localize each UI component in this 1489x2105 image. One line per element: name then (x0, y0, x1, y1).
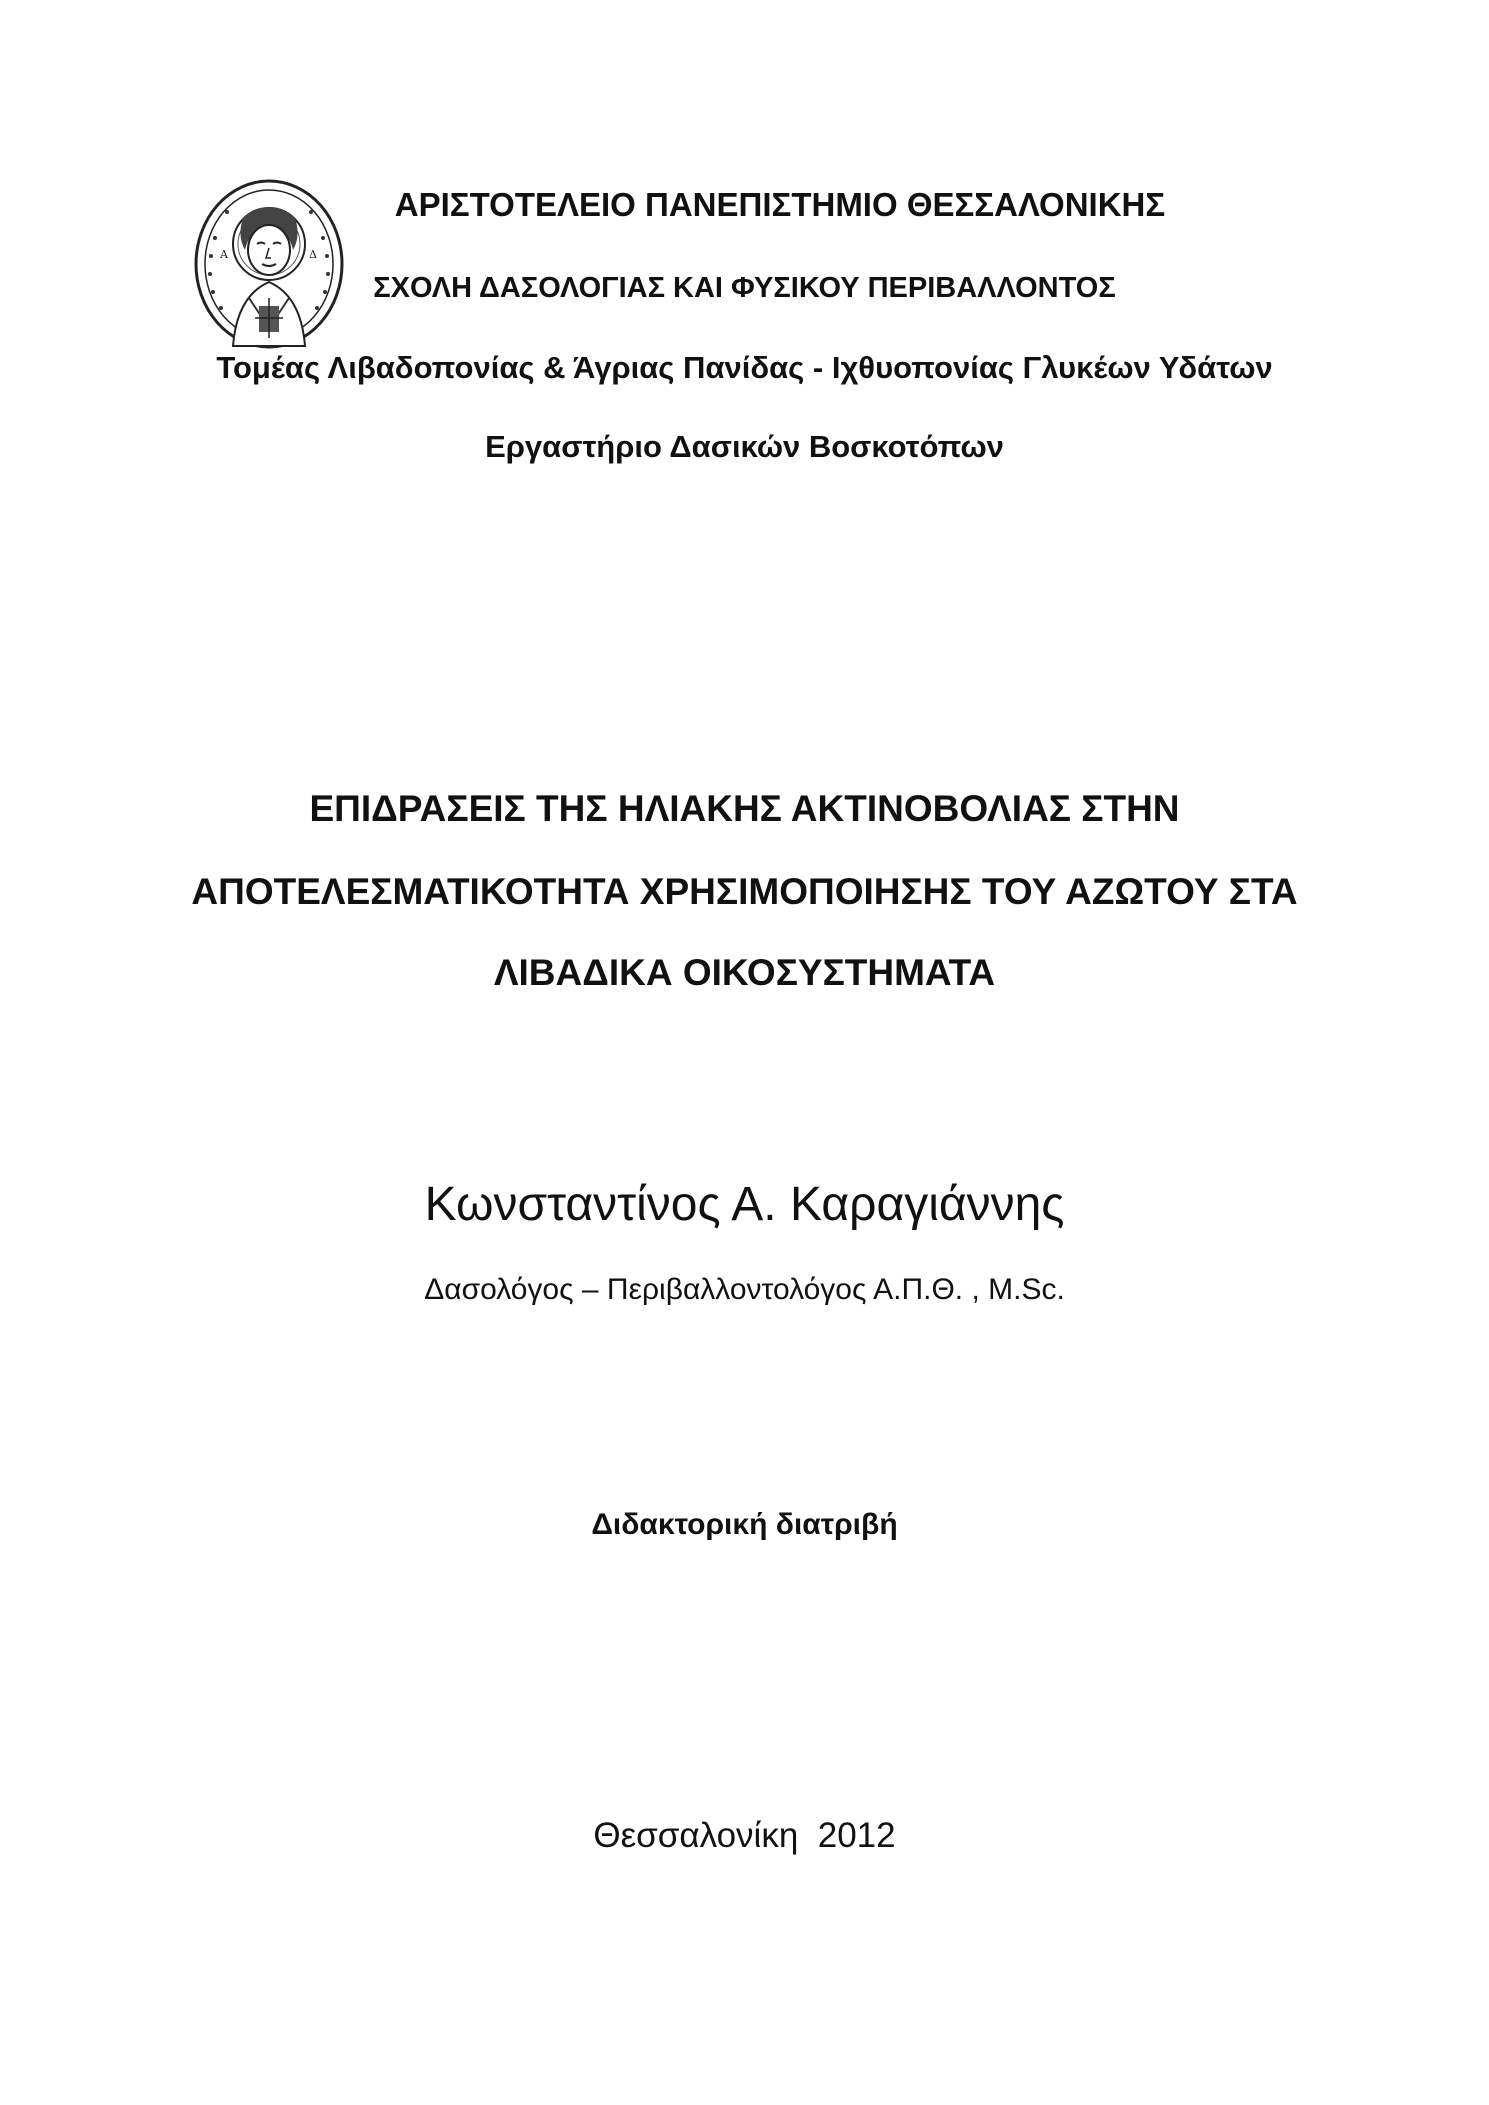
university-name: ΑΡΙΣΤΟΤΕΛΕΙΟ ΠΑΝΕΠΙΣΤΗΜΙΟ ΘΕΣΣΑΛΟΝΙΚΗΣ (394, 186, 1166, 223)
document-type: Διδακτορική διατριβή (591, 1508, 898, 1541)
svg-text:Α: Α (220, 248, 228, 261)
school-name: ΣΧΟΛΗ ΔΑΣΟΛΟΓΙΑΣ ΚΑΙ ΦΥΣΙΚΟΥ ΠΕΡΙΒΑΛΛΟΝΤΟΣ (373, 272, 1116, 304)
laboratory-name: Εργαστήριο Δασικών Βοσκοτόπων (485, 429, 1004, 464)
author-name: Κωνσταντίνος Α. Καραγιάννης (424, 1178, 1065, 1231)
svg-text:Δ: Δ (309, 248, 317, 261)
department-name: Τομέας Λιβαδοπονίας & Άγριας Πανίδας - Ιχθυοπονίας Γλυκέων Υδάτων (216, 350, 1273, 385)
thesis-title-line-2: ΑΠΟΤΕΛΕΣΜΑΤΙΚΟΤΗΤΑ ΧΡΗΣΙΜΟΠΟΙΗΣΗΣ ΤΟΥ ΑΖΩΤΟΥ ΣΤΑ (191, 871, 1298, 912)
place-and-year: Θεσσαλονίκη 2012 (593, 1816, 896, 1855)
thesis-title-line-1: ΕΠΙΔΡΑΣΕΙΣ ΤΗΣ ΗΛΙΑΚΗΣ ΑΚΤΙΝΟΒΟΛΙΑΣ ΣΤΗΝ (309, 788, 1180, 829)
author-credentials: Δασολόγος – Περιβαλλοντολόγος Α.Π.Θ. , M.Sc. (424, 1273, 1065, 1306)
thesis-title-line-3: ΛΙΒΑΔΙΚΑ ΟΙΚΟΣΥΣΤΗΜΑΤΑ (493, 952, 996, 993)
